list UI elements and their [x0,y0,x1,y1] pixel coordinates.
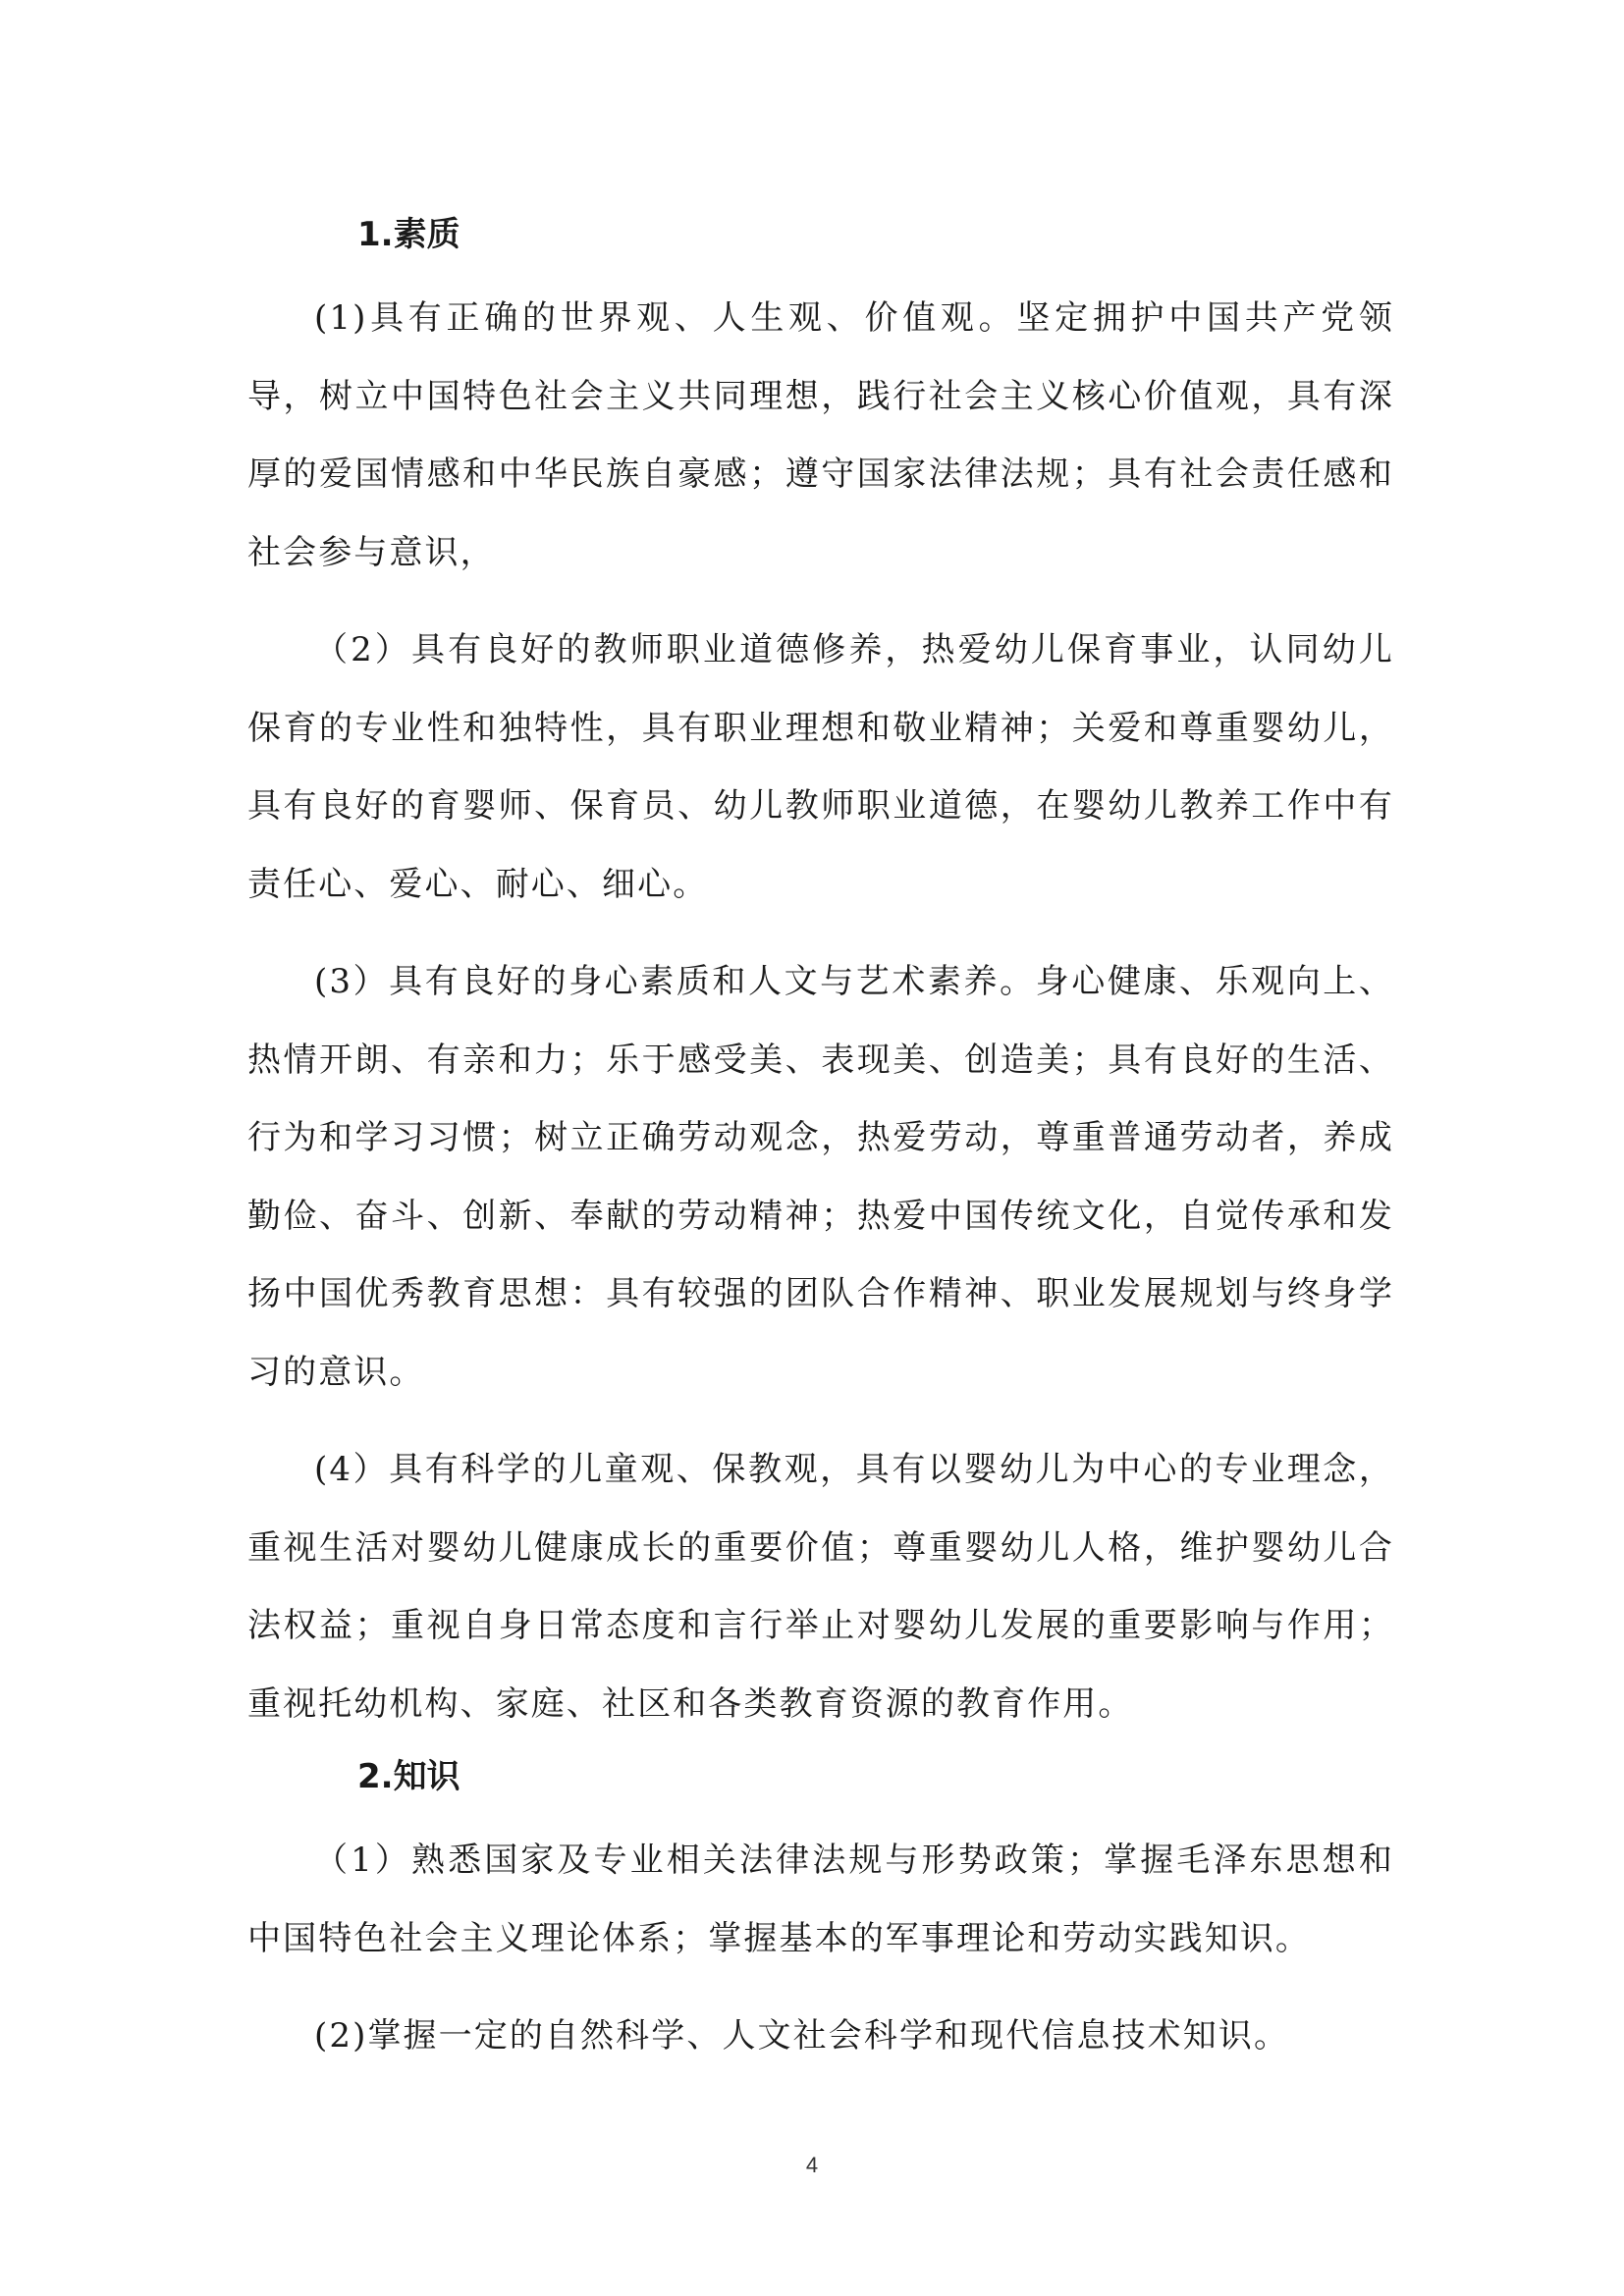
paragraph-quality-1: (1)具有正确的世界观、人生观、价值观。坚定拥护中国共产党领导，树立中国特色社会主义共同理想，践行社会主义核心价值观，具有深厚的爱国情感和中华民族自豪感；遵守国家法律法规；具有社会责任感和社会参与意识， [247,298,1394,572]
paragraph-knowledge-1: （1）熟悉国家及专业相关法律法规与形势政策；掌握毛泽东思想和中国特色社会主义理论体系；掌握基本的军事理论和劳动实践知识。 [247,1841,1394,1958]
paragraph-quality-4: (4）具有科学的儿童观、保教观，具有以婴幼儿为中心的专业理念，重视生活对婴幼儿健康成长的重要价值；尊重婴幼儿人格，维护婴幼儿合法权益；重视自身日常态度和言行举止对婴幼儿发展的重要影响与作用；重视托幼机构、家庭、社区和各类教育资源的教育作用。 [247,1450,1394,1724]
page-number: 4 [805,2153,819,2177]
paragraph-quality-2: （2）具有良好的教师职业道德修养，热爱幼儿保育事业，认同幼儿保育的专业性和独特性，具有职业理想和敬业精神；关爱和尊重婴幼儿，具有良好的育婴师、保育员、幼儿教师职业道德，在婴幼儿教养工作中有责任心、爱心、耐心、细心。 [247,630,1394,904]
section-heading-quality: 1.素质 [357,215,460,254]
paragraph-knowledge-2: (2)掌握一定的自然科学、人文社会科学和现代信息技术知识。 [314,2016,1290,2056]
section-heading-knowledge: 2.知识 [357,1757,460,1796]
paragraph-quality-3: (3）具有良好的身心素质和人文与艺术素养。身心健康、乐观向上、热情开朗、有亲和力；乐于感受美、表现美、创造美；具有良好的生活、行为和学习习惯；树立正确劳动观念，热爱劳动，尊重普通劳动者，养成勤俭、奋斗、创新、奉献的劳动精神；热爱中国传统文化，自觉传承和发扬中国优秀教育思想：具有较强的团队合作精神、职业发展规划与终身学习的意识。 [247,962,1394,1392]
document-body [247,201,1394,2076]
